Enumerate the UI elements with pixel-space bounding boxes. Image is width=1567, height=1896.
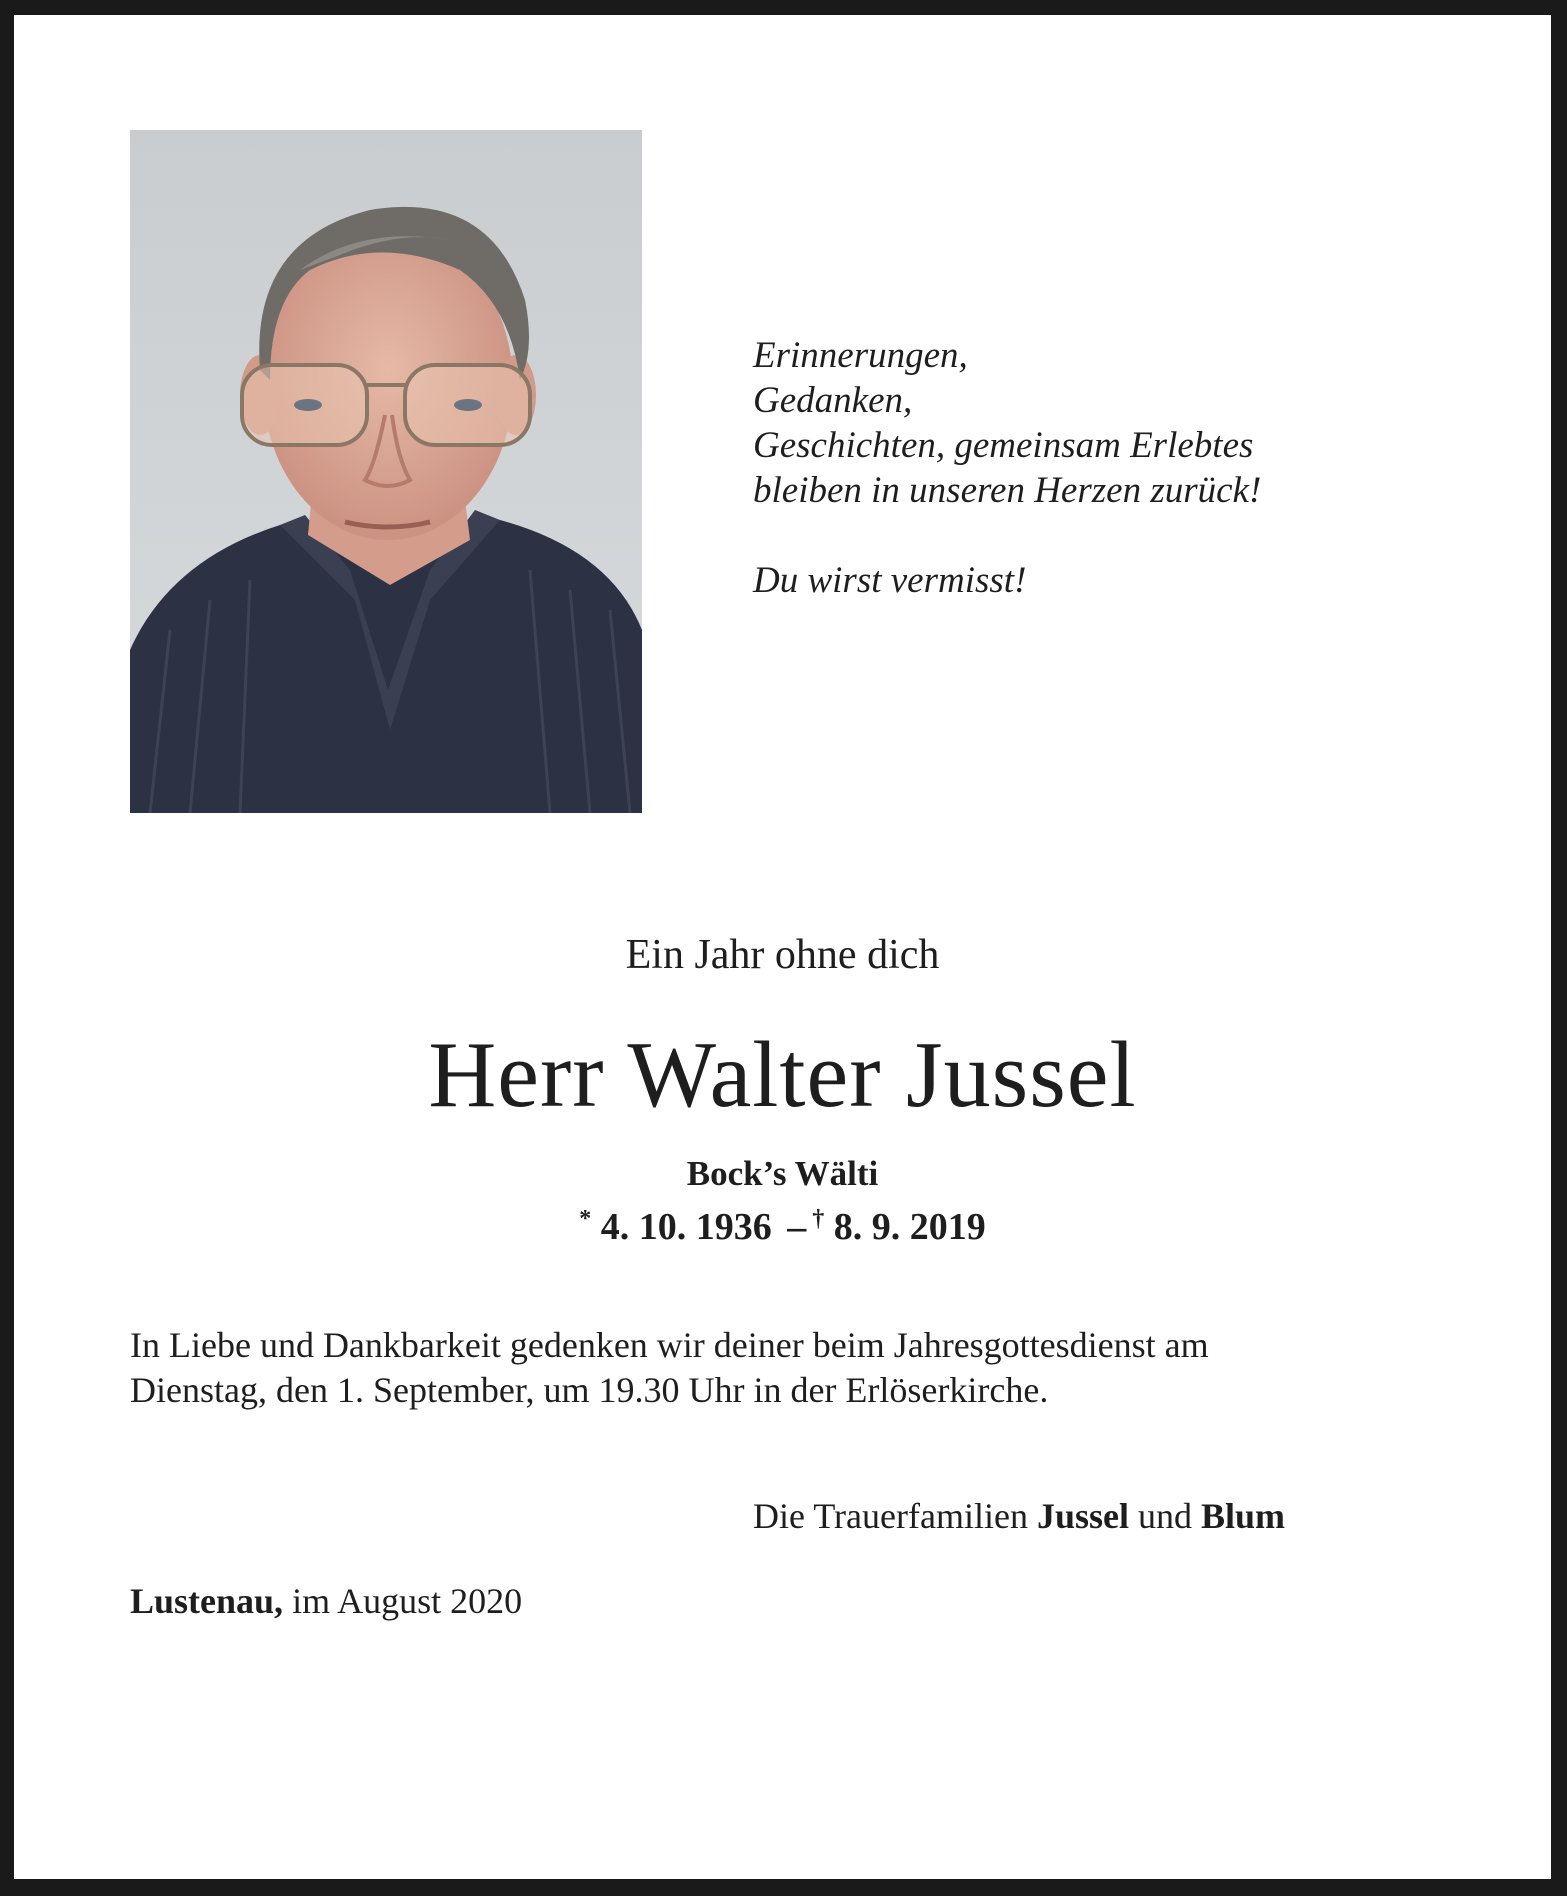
death-date: 8. 9. 2019 [833, 1206, 986, 1248]
life-dates [14, 1195, 1551, 1251]
death-symbol: † [812, 1206, 825, 1232]
poem-closing: Du wirst vermisst! [753, 560, 1027, 601]
deceased-name: Herr Walter Jussel [428, 1023, 1137, 1127]
place-date [130, 1578, 522, 1624]
memorial-line: Dienstag, den 1. September, um 19.30 Uhr in der Erlöserkirche. [130, 1370, 1049, 1410]
poem-line: Geschichten, gemeinsam Erlebtes [753, 425, 1254, 466]
family-name-1: Jussel [1036, 1496, 1129, 1536]
birth-symbol: * [579, 1206, 592, 1232]
town: Lustenau, [130, 1581, 284, 1621]
poem-line: bleiben in unseren Herzen zurück! [753, 470, 1262, 511]
memorial-text [130, 1323, 1460, 1413]
poem [753, 333, 1261, 603]
date-separator: – [787, 1206, 807, 1248]
portrait-photo-icon [130, 130, 642, 813]
memorial-line: In Liebe und Dankbarkeit gedenken wir deiner beim Jahresgottesdienst am [130, 1325, 1209, 1365]
nickname: Bock’s Wälti [686, 1154, 879, 1193]
poem-line: Gedanken, [753, 380, 913, 421]
portrait-photo [130, 130, 642, 813]
intro-text: Ein Jahr ohne dich [625, 932, 940, 978]
signature [753, 1493, 1285, 1539]
poem-line: Erinnerungen, [753, 335, 968, 376]
poem-gap [753, 513, 1261, 558]
issue-date: im August 2020 [292, 1581, 523, 1621]
signature-connector: und [1137, 1496, 1192, 1536]
obituary-card [14, 15, 1551, 1879]
family-name-2: Blum [1200, 1496, 1286, 1536]
birth-date: 4. 10. 1936 [600, 1206, 772, 1248]
signature-prefix: Die Trauerfamilien [753, 1496, 1028, 1536]
